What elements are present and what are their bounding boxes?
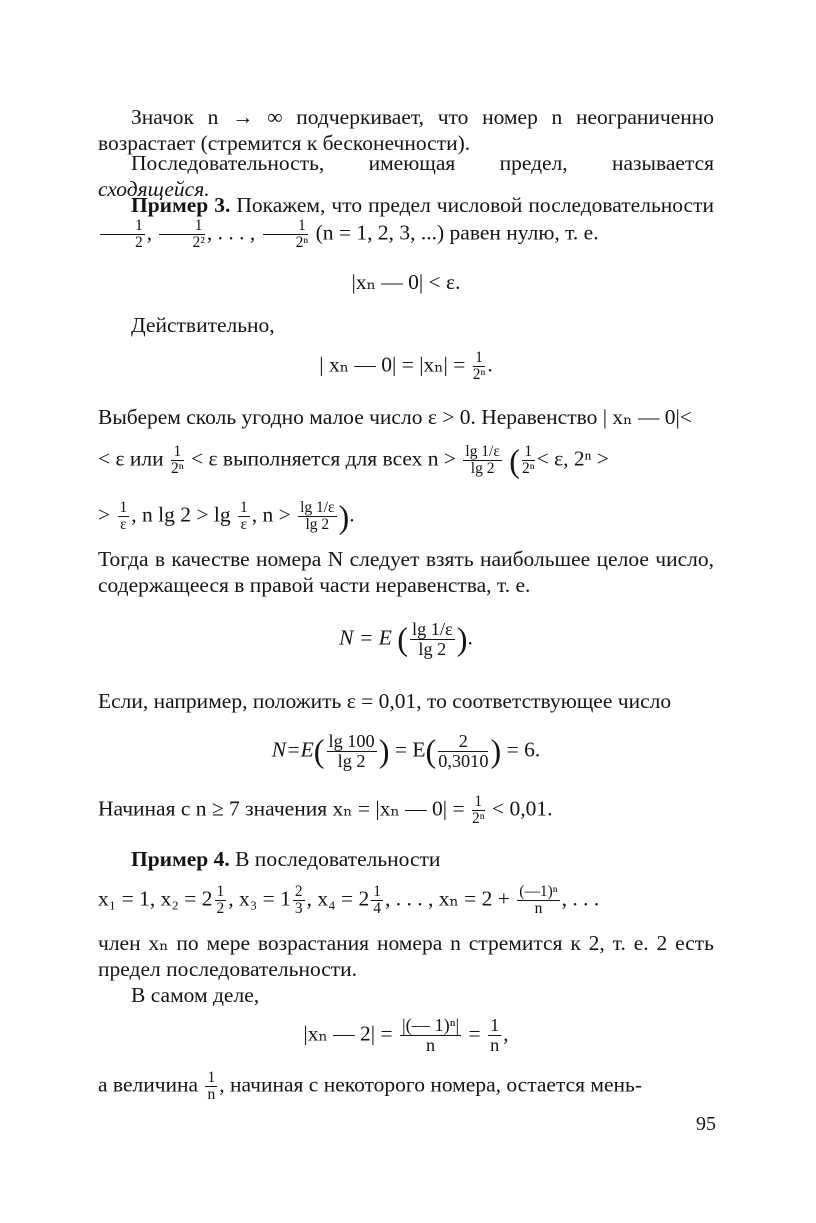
fraction-one-over-two-n: $\frac{1}{\text{2ⁿ}}$	[472, 349, 486, 384]
fraction-one-over-two-n: $\frac{1}{\text{2ⁿ}}$	[171, 443, 184, 478]
fraction-one-quarter: $\frac{1}{4}$	[373, 883, 381, 918]
paragraph-choose-eps: Выберем сколь угодно малое число ε > 0. Неравенство | xₙ — 0|<	[98, 405, 692, 429]
sequence-line: x₁ = 1, x₂ = 2 $\frac{1}{2}$ , x₃ = 1 $\frac{2}{3}$ , x₄ = 2 $\frac{1}{4}$ , . . . , xₙ = 2 + $\frac{\text{(—1)ⁿ}}{n}$ , . . .	[98, 883, 600, 918]
fraction-two-thirds: $\frac{2}{3}$	[294, 883, 303, 918]
fraction-one-half: $\frac{1}{2}$	[216, 883, 225, 918]
formula-abs-xn: | xₙ — 0| = |xₙ| = $\frac{1}{\text{2ⁿ}}$ .	[319, 349, 493, 384]
paragraph-notation: Значок n → ∞ подчеркивает, что номер n неограниченно возрастает (стремится к бесконечности).	[98, 105, 714, 155]
fraction-one-over-eps: $\frac{1}{\varepsilon}$	[239, 499, 248, 534]
fraction-one-over-two-squared: $\frac{1}{\text{2²}}$	[159, 218, 204, 252]
paragraph-indeed: Действительно,	[131, 313, 275, 337]
example-4-label: Пример 4.	[131, 847, 230, 871]
convergent-term: сходящейся.	[98, 177, 210, 201]
fraction-one-over-two-n: $\frac{1}{\text{2ⁿ}}$	[521, 443, 535, 478]
paragraph-if-example: Если, например, положить ε = 0,01, то соответствующее число	[98, 689, 672, 713]
formula-N-definition: N = E ( $\frac{\lg 1/\varepsilon}{\lg 2}$ ).	[339, 619, 473, 660]
example-4-intro: Пример 4. В последовательности	[131, 847, 441, 871]
fraction-neg-one-power-n: $\frac{\text{(—1)ⁿ}}{n}$	[519, 883, 558, 918]
page-number: 95	[696, 1113, 716, 1135]
paragraph-value-remains: а величина $\frac{1}{n}$ , начиная с некоторого номера, остается мень-	[98, 1069, 643, 1104]
fraction-one-over-n: $\frac{1}{n}$	[490, 1015, 500, 1056]
convergent-text: Последовательность, имеющая предел, называется	[131, 151, 714, 175]
formula-N-equals-6: N=E( $\frac{\lg 100}{\lg 2}$ ) = E( $\frac{2}{0,3010}$ ) = 6.	[271, 731, 541, 772]
paragraph-starting-n7: Начиная с n ≥ 7 значения xₙ = |xₙ — 0| = $\frac{1}{\text{2ⁿ}}$ < 0,01.	[98, 793, 553, 828]
fraction-lg-eps-over-lg2: $\frac{\lg 1/\varepsilon}{\lg 2}$	[300, 499, 335, 534]
fraction-lg-eps-over-lg2: $\frac{\lg 1/\varepsilon}{\lg 2}$	[412, 619, 453, 660]
fraction-lg-eps-over-lg2: $\frac{\lg 1/\varepsilon}{\lg 2}$	[465, 443, 500, 478]
paragraph-member-tends: член xₙ по мере возрастания номера n стремится к 2, т. е. 2 есть предел последовательности.	[98, 931, 714, 981]
fraction-one-over-two-n: $\frac{1}{\text{2ⁿ}}$	[471, 793, 485, 828]
fraction-one-over-two-n: $\frac{1}{\text{2ⁿ}}$	[263, 218, 309, 252]
example-3-label: Пример 3.	[131, 193, 231, 217]
fraction-two-over-0-3010: $\frac{2}{0,3010}$	[438, 731, 489, 772]
formula-abs-xn-minus-2: |xₙ — 2| = $\frac{\text{|(— 1)ⁿ|}}{n}$ = $\frac{1}{n}$ ,	[303, 1015, 509, 1056]
example-3-intro: Пример 3. Покажем, что предел числовой последовательности $\frac{1}{2}$ , $\frac{1}{\text{2²}}$ , . . . , $\frac{1}{\text{2ⁿ}}$ (n = 1, 2, 3, ...) равен нулю, т. е.	[98, 192, 714, 252]
fraction-one-over-eps: $\frac{1}{\varepsilon}$	[119, 499, 128, 534]
example-3-text-end: (n = 1, 2, 3, ...) равен нулю, т. е.	[310, 220, 599, 245]
example-3-text: Покажем, что предел числовой последовательности	[230, 193, 714, 217]
fraction-one-over-n: $\frac{1}{n}$	[207, 1069, 216, 1104]
paragraph-then-N: Тогда в качестве номера N следует взять наибольшее целое число, содержащееся в правой части неравенства, т. е.	[98, 547, 714, 597]
paragraph-in-fact: В самом деле,	[131, 983, 260, 1007]
inequality-line-2: > $\frac{1}{\varepsilon}$ , n lg 2 > lg $\frac{1}{\varepsilon}$ , n > $\frac{\lg 1/\varepsilon}{\lg 2}$ ).	[98, 498, 355, 535]
formula-limit-zero: |xₙ — 0| < ε.	[351, 270, 461, 294]
fraction-half: $\frac{1}{2}$	[100, 218, 145, 252]
fraction-abs-neg-one-power-n: $\frac{\text{|(— 1)ⁿ|}}{n}$	[401, 1015, 460, 1056]
inequality-line-1: < ε или $\frac{1}{\text{2ⁿ}}$ < ε выполняется для всех n > $\frac{\lg 1/\varepsilon}{\lg 2}$ ( $\frac{1}{\text{2ⁿ}}$ < ε, 2ⁿ >	[98, 442, 609, 479]
fraction-lg100-over-lg2: $\frac{\lg 100}{\lg 2}$	[328, 731, 375, 772]
